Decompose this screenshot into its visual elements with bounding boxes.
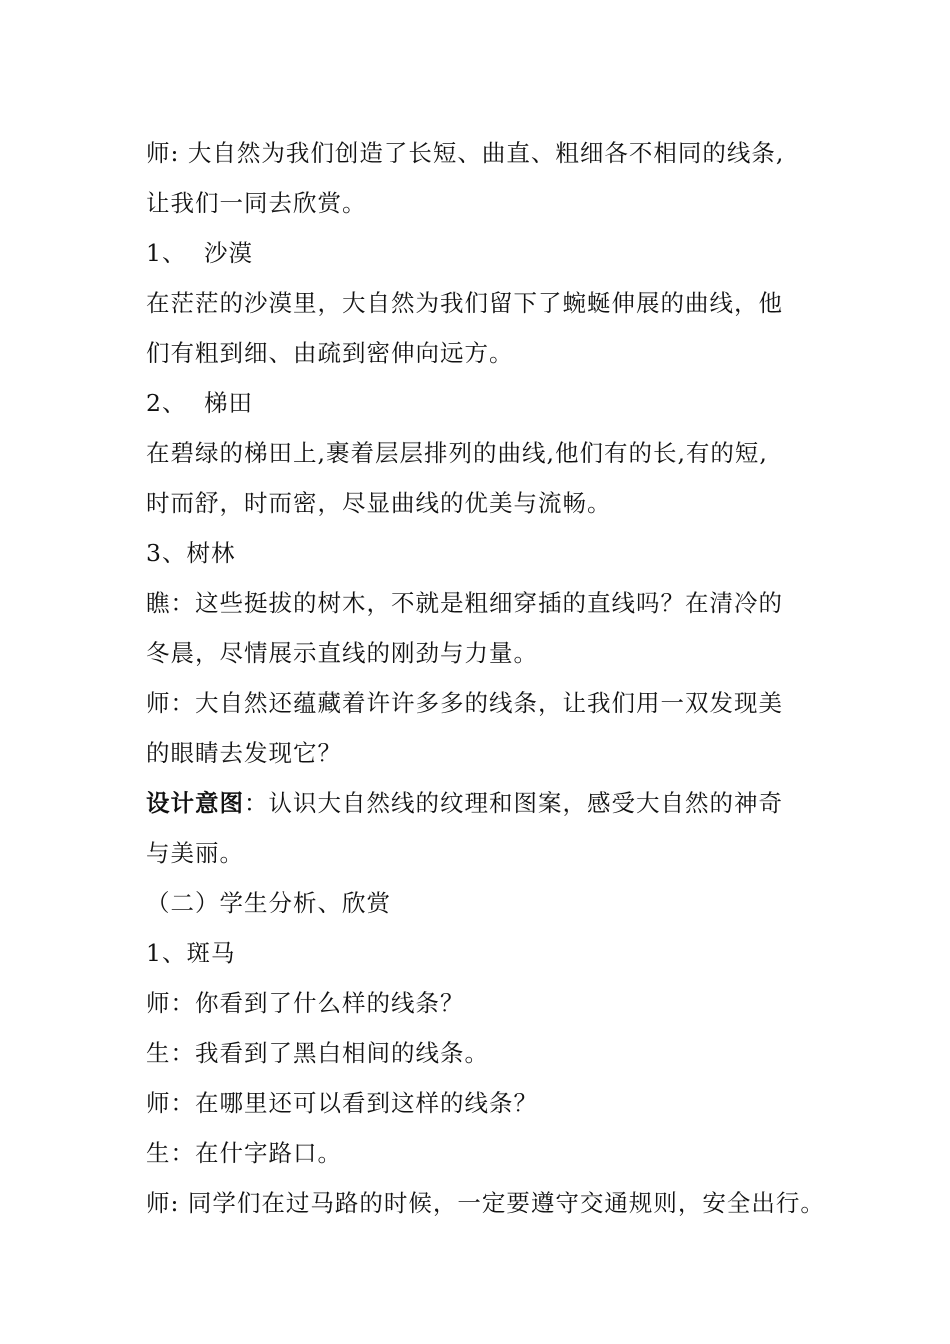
- document-body: [146, 128, 826, 1228]
- design-intent-line: [146, 778, 826, 828]
- dialogue-line: 师：你看到了什么样的线条？: [146, 989, 465, 1017]
- list-item-desert: [146, 228, 826, 278]
- list-item-title: 沙漠: [204, 239, 253, 267]
- paragraph-line: 师: 大自然为我们创造了长短、曲直、粗细各不相同的线条,: [146, 139, 785, 167]
- paragraph-line: 冬晨，尽情展示直线的刚劲与力量。: [146, 639, 538, 667]
- paragraph-line: 的眼睛去发现它？: [146, 739, 342, 767]
- list-number: 2、: [146, 389, 187, 417]
- paragraph-line: 在茫茫的沙漠里，大自然为我们留下了蜿蜒伸展的曲线，他: [146, 289, 783, 317]
- design-intent-label: 设计意图: [146, 789, 244, 817]
- list-item-zebra: 1、斑马: [146, 939, 236, 967]
- dialogue-line: 师：在哪里还可以看到这样的线条？: [146, 1089, 538, 1117]
- list-item-forest: 3、树林: [146, 539, 236, 567]
- paragraph-line: 与美丽。: [146, 839, 244, 867]
- paragraph-line: 时而舒，时而密，尽显曲线的优美与流畅。: [146, 489, 612, 517]
- dialogue-line: 师: 同学们在过马路的时候，一定要遵守交通规则，安全出行。: [146, 1189, 825, 1217]
- design-intent-text: ：认识大自然线的纹理和图案，感受大自然的神奇: [244, 789, 783, 817]
- list-item-terrace: [146, 378, 826, 428]
- section-heading: （二）学生分析、欣赏: [146, 889, 391, 917]
- paragraph-line: 瞧：这些挺拔的树木，不就是粗细穿插的直线吗？在清冷的: [146, 589, 783, 617]
- paragraph-line: 们有粗到细、由疏到密伸向远方。: [146, 339, 514, 367]
- list-number: 1、: [146, 239, 187, 267]
- dialogue-line: 生：我看到了黑白相间的线条。: [146, 1039, 489, 1067]
- paragraph-line: 师：大自然还蕴藏着许许多多的线条，让我们用一双发现美: [146, 689, 783, 717]
- paragraph-line: 在碧绿的梯田上,裹着层层排列的曲线,他们有的长,有的短,: [146, 439, 768, 467]
- dialogue-line: 生：在什字路口。: [146, 1139, 342, 1167]
- list-item-title: 梯田: [204, 389, 253, 417]
- paragraph-line: 让我们一同去欣赏。: [146, 189, 367, 217]
